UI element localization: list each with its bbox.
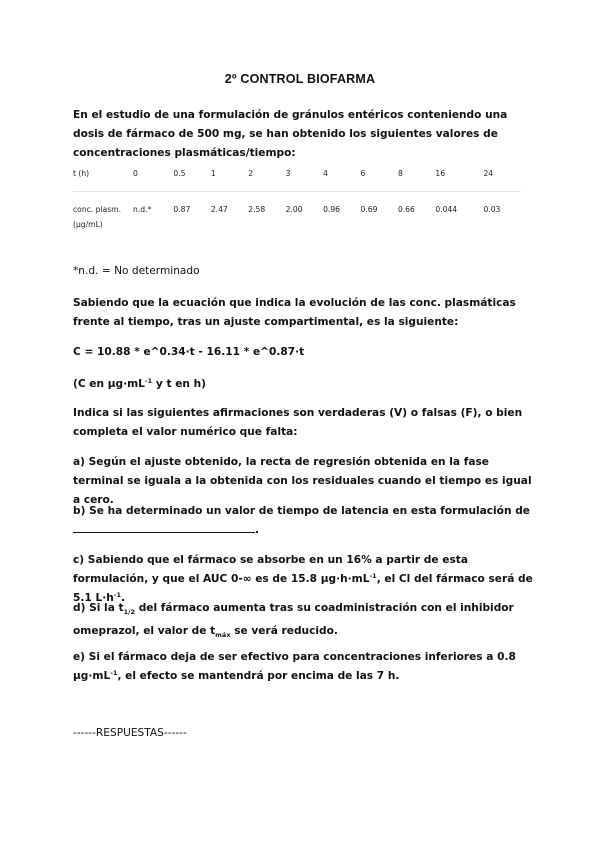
statement-e bbox=[73, 648, 533, 686]
units-text-end: y t en h) bbox=[152, 378, 206, 390]
statement-e-end: , el efecto se mantendrá por encima de las 7 h. bbox=[117, 670, 400, 682]
time-cell: 8 bbox=[398, 167, 435, 192]
intro-paragraph: En el estudio de una formulación de gránulos entéricos conteniendo una dosis de fármaco de 500 mg, se han obtenido los siguientes valores de concentraciones plasmáticas/tiempo: bbox=[73, 109, 508, 159]
statement-b bbox=[73, 502, 533, 540]
value-cell: 0.044 bbox=[435, 205, 458, 214]
concentration-table bbox=[73, 167, 521, 232]
time-cell: 0 bbox=[133, 167, 173, 192]
statement-d-text: d) Si la t bbox=[73, 602, 124, 614]
answers-heading: ------RESPUESTAS------ bbox=[73, 727, 187, 739]
statement-e-text: e) Si el fármaco deja de ser efectivo para concentraciones inferiores a 0.8 µg·mL bbox=[73, 651, 516, 682]
time-cell: 24 bbox=[483, 167, 521, 192]
value-cell: 0.69 bbox=[360, 205, 378, 214]
value-cell: 0.03 bbox=[483, 205, 501, 214]
half-life-subscript: 1/2 bbox=[123, 608, 136, 617]
time-label: t (h) bbox=[73, 167, 133, 192]
instruction: Indica si las siguientes afirmaciones son verdaderas (V) o falsas (F), o bien completa el valor numérico que falta: bbox=[73, 407, 523, 438]
value-cell: n.d.* bbox=[133, 205, 152, 214]
time-cell: 0.5 bbox=[173, 167, 210, 192]
statement-a: a) Según el ajuste obtenido, la recta de regresión obtenida en la fase terminal se iguala a la obtenida con los residuales cuando el tiempo es igual a cero. bbox=[73, 456, 532, 506]
statement-c-exponent: -1 bbox=[369, 572, 377, 580]
time-cell: 16 bbox=[435, 167, 483, 192]
equation-intro: Sabiendo que la ecuación que indica la evolución de las conc. plasmáticas frente al tiempo, tras un ajuste compartimental, es la siguiente: bbox=[73, 297, 516, 328]
time-cell: 4 bbox=[323, 167, 360, 192]
time-cell: 1 bbox=[211, 167, 248, 192]
statement-d-text-2: del fármaco aumenta tras su coadministración con el inhibidor omeprazol, el valor de t bbox=[73, 602, 514, 638]
time-cell: 3 bbox=[286, 167, 323, 192]
value-cell: 2.00 bbox=[285, 205, 303, 214]
units-note bbox=[73, 375, 533, 394]
value-cell: 2.47 bbox=[210, 205, 228, 214]
statement-d-end: se verá reducido. bbox=[230, 625, 338, 638]
units-text: (C en µg·mL bbox=[73, 378, 145, 390]
units-exponent: -1 bbox=[144, 377, 153, 385]
value-cell: 0.66 bbox=[397, 205, 415, 214]
time-cell: 6 bbox=[361, 167, 398, 192]
statement-c-text-2: , el Cl del fármaco será de 5.1 L·h bbox=[73, 573, 533, 604]
value-cell: 0.96 bbox=[323, 205, 341, 214]
statement-b-end: . bbox=[255, 524, 260, 536]
value-cell: 0.87 bbox=[173, 205, 191, 214]
table-row bbox=[73, 192, 521, 233]
statement-e-exponent: -1 bbox=[110, 669, 118, 677]
statement-d bbox=[73, 599, 533, 645]
value-cell: 2.58 bbox=[248, 205, 266, 214]
answer-blank[interactable] bbox=[73, 522, 255, 533]
concentration-label: conc. plasm. (µg/mL) bbox=[73, 205, 121, 229]
statement-c-end: . bbox=[121, 592, 126, 604]
statement-c-text: c) Sabiendo que el fármaco se absorbe en un 16% a partir de esta formulación, y que el AUC 0-∞ es de 15.8 µg·h·mL bbox=[73, 554, 468, 585]
table-header-row bbox=[73, 167, 521, 192]
statement-b-text: b) Se ha determinado un valor de tiempo de latencia en esta formulación de bbox=[73, 505, 530, 517]
equation: C = 10.88 * e^0.34·t - 16.11 * e^0.87·t bbox=[73, 346, 305, 358]
footnote: *n.d. = No determinado bbox=[73, 265, 200, 277]
tmax-subscript: máx bbox=[215, 631, 231, 640]
time-cell: 2 bbox=[248, 167, 285, 192]
page-title: 2º CONTROL BIOFARMA bbox=[224, 72, 376, 86]
statement-c-exponent-2: -1 bbox=[113, 591, 122, 599]
